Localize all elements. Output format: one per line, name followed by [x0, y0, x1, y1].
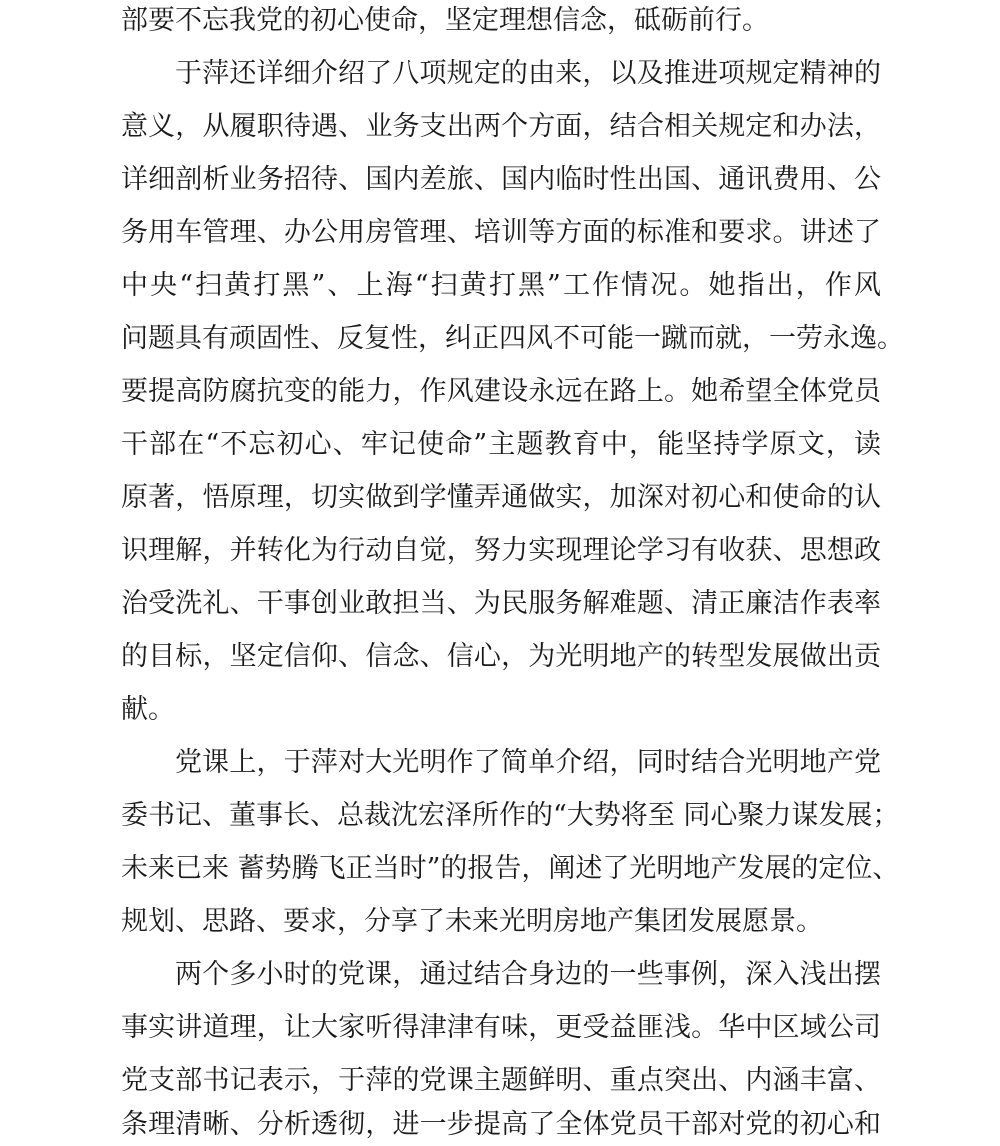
- text-line: 治受洗礼、干事创业敢担当、为民服务解难题、清正廉洁作表率: [121, 588, 881, 619]
- text-line: 的目标，坚定信仰、信念、信心，为光明地产的转型发展做出贡: [121, 641, 881, 672]
- text-line: 事实讲道理，让大家听得津津有味，更受益匪浅。华中区域公司: [121, 1012, 881, 1043]
- text-line: 干部在“不忘初心、牢记使命”主题教育中，能坚持学原文，读: [121, 429, 881, 460]
- text-line: 中央“扫黄打黑”、上海“扫黄打黑”工作情况。她指出，作风: [121, 270, 881, 301]
- text-line: 详细剖析业务招待、国内差旅、国内临时性出国、通讯费用、公: [121, 164, 881, 195]
- text-line: 要提高防腐抗变的能力，作风建设永远在路上。她希望全体党员: [121, 376, 881, 407]
- text-line: 规划、思路、要求，分享了未来光明房地产集团发展愿景。: [121, 906, 823, 937]
- text-line: 委书记、董事长、总裁沈宏泽所作的“大势将至 同心聚力谋发展；: [121, 800, 900, 831]
- text-line: 党支部书记表示，于萍的党课主题鲜明、重点突出、内涵丰富、: [121, 1065, 881, 1096]
- text-line: 献。: [121, 694, 175, 725]
- text-line: 务用车管理、办公用房管理、培训等方面的标准和要求。讲述了: [121, 217, 881, 248]
- text-line: 意义，从履职待遇、业务支出两个方面，结合相关规定和办法，: [121, 111, 881, 142]
- paragraph-first-line: 于萍还详细介绍了八项规定的由来，以及推进项规定精神的: [175, 58, 881, 89]
- text-line: 识理解，并转化为行动自觉，努力实现理论学习有收获、思想政: [121, 535, 881, 566]
- text-line: 未来已来 蓄势腾飞正当时”的报告，阐述了光明地产发展的定位、: [121, 853, 900, 884]
- text-line: 原著，悟原理，切实做到学懂弄通做实，加深对初心和使命的认: [121, 482, 881, 513]
- text-line: 问题具有顽固性、反复性，纠正四风不可能一蹴而就，一劳永逸。: [121, 323, 904, 354]
- paragraph-first-line: 两个多小时的党课，通过结合身边的一些事例，深入浅出摆: [175, 959, 881, 990]
- paragraph-first-line: 党课上，于萍对大光明作了简单介绍，同时结合光明地产党: [175, 747, 881, 778]
- text-line: 条理清晰、分析透彻，进一步提高了全体党员干部对党的初心和: [121, 1109, 881, 1140]
- text-line: 部要不忘我党的初心使命，坚定理想信念，砥砺前行。: [121, 5, 769, 36]
